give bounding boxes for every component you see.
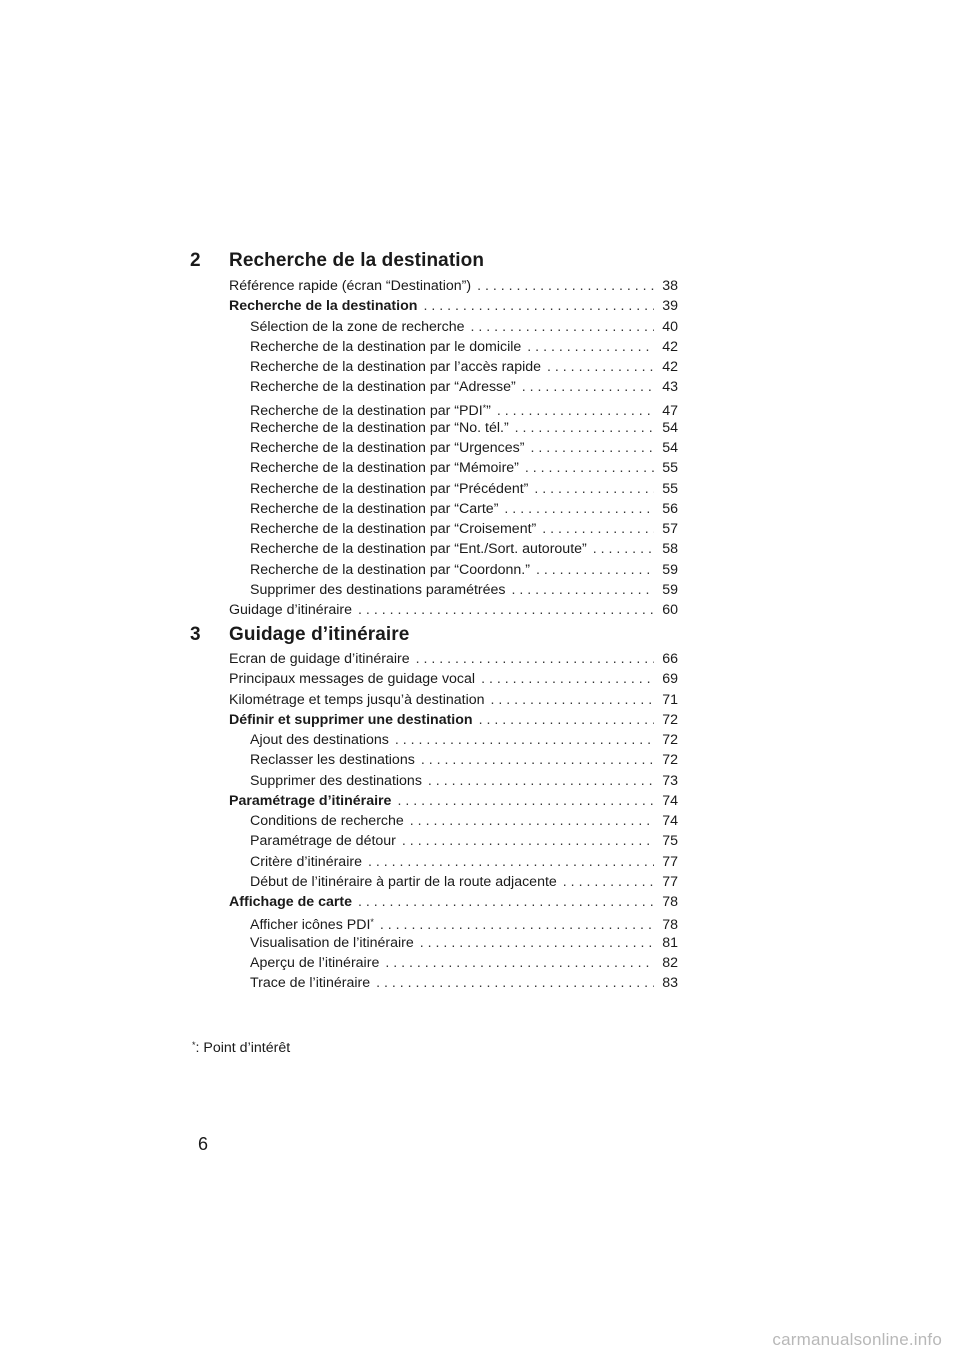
toc-entry-page: 72 [662,732,678,748]
dot-leader [385,954,654,972]
toc-entry-title: Conditions de recherche [250,813,404,829]
toc-entry[interactable] [229,893,678,911]
toc-entry[interactable] [250,853,678,871]
toc-entry-page: 83 [662,975,678,991]
toc-entry[interactable] [250,419,678,437]
dot-leader [593,540,654,558]
toc-entry[interactable] [229,691,678,709]
dot-leader [534,480,654,498]
dot-leader [547,358,654,376]
dot-leader [504,500,654,518]
toc-entry[interactable] [250,338,678,356]
toc-entry-page: 75 [662,833,678,850]
dot-leader [512,581,654,599]
toc-entry[interactable] [229,601,678,619]
toc-entry[interactable] [250,581,678,599]
toc-entry-page: 55 [662,480,678,497]
toc-entry-page: 72 [662,752,678,769]
dot-leader [481,670,654,688]
toc-entry-title: Visualisation de l’itinéraire [250,934,414,951]
toc-entry-title: Recherche de la destination par “Adresse” [250,379,516,396]
toc-entry-page: 43 [662,379,678,396]
dot-leader [395,731,654,749]
toc-entry-title: Kilométrage et temps jusqu’à destination [229,691,485,708]
toc-entry-page: 69 [662,671,678,688]
toc-entry-page: 58 [662,541,678,558]
toc-entry-title: Définir et supprimer une destination [229,711,473,728]
toc-entry[interactable] [250,974,678,992]
toc-entry-page: 73 [662,772,678,789]
dot-leader [380,916,654,934]
dot-leader [423,297,654,315]
toc-entry[interactable] [229,792,678,810]
toc-entry[interactable] [229,650,678,668]
toc-entry[interactable] [229,711,678,729]
toc-entry[interactable] [229,670,678,688]
toc-entry-title: Recherche de la destination par “Urgences” [250,440,525,456]
dot-leader [397,792,654,810]
toc-entry-title: Supprimer des destinations [250,772,422,789]
dot-leader [376,974,654,992]
toc-entry[interactable] [250,873,678,891]
toc-entry-title: Supprimer des destinations paramétrées [250,581,506,598]
dot-leader [471,318,654,336]
toc-entry-page: 59 [662,561,678,578]
toc-entry-title: Guidage d’itinéraire [229,602,353,618]
toc-entry-title: Recherche de la destination par “Carte” [250,500,499,517]
dot-leader [479,711,654,729]
toc-entry-title: Paramétrage d’itinéraire [229,792,392,809]
toc-entry-page: 38 [662,278,678,294]
toc-entry-title: Paramétrage de détour [250,833,396,850]
toc-entry[interactable] [250,480,678,498]
dot-leader [515,419,654,437]
toc-entry[interactable] [250,772,678,790]
toc-entry[interactable] [250,439,678,457]
toc-entry-page: 78 [662,917,678,934]
toc-entry-title: Recherche de la destination par “PDI*” [250,402,491,419]
dot-leader [542,520,654,538]
toc-entry-title: Principaux messages de guidage vocal [229,671,476,688]
toc-entry-title: Recherche de la destination par “No. tél.” [250,419,509,436]
toc-entry-page: 42 [662,338,678,355]
dot-leader [428,772,654,790]
toc-entry-page: 81 [662,934,678,951]
toc-entry[interactable] [250,731,678,749]
dot-leader [368,853,654,871]
dot-leader [522,378,654,396]
toc-entry[interactable] [250,934,678,952]
toc-entry-page: 77 [662,873,678,890]
toc-entry-title: Aperçu de l’itinéraire [250,954,380,971]
toc-entry-page: 82 [662,954,678,971]
toc-entry-page: 71 [662,691,678,708]
toc-entry[interactable] [250,812,678,830]
toc-entry-page: 77 [662,853,678,870]
toc-entry-title: Afficher icônes PDI* [250,917,374,934]
dot-leader [410,812,654,830]
toc-entry-title: Recherche de la destination [229,298,418,315]
toc-entry-title: Recherche de la destination par le domicile [250,338,522,355]
dot-leader [416,650,654,668]
toc-entry-page: 66 [662,651,678,667]
toc-entry-page: 39 [662,298,678,315]
toc-entry[interactable] [229,297,678,315]
section-heading [190,624,409,646]
toc-entry-title: Recherche de la destination par “Ent./Sort. autoroute” [250,541,587,558]
toc-entry[interactable] [250,318,678,336]
toc-entry-title: Trace de l’itinéraire [250,975,371,991]
toc-entry[interactable] [250,540,678,558]
dot-leader [497,402,654,420]
toc-entry-page: 40 [662,318,678,335]
dot-leader [527,338,654,356]
toc-entry[interactable] [250,399,678,420]
toc-entry[interactable] [250,378,678,396]
dot-leader [536,561,654,579]
toc-entry-title: Recherche de la destination par “Précédent” [250,480,529,497]
dot-leader [402,832,654,850]
section-title: Recherche de la destination [229,250,485,271]
dot-leader [477,277,654,295]
toc-entry[interactable] [250,954,678,972]
toc-entry[interactable] [250,500,678,518]
toc-entry-page: 59 [662,581,678,598]
toc-entry[interactable] [229,277,678,295]
footnote [192,1040,290,1056]
toc-entry-title: Sélection de la zone de recherche [250,318,465,335]
dot-leader [421,751,654,769]
toc-entry[interactable] [250,561,678,579]
section-title: Guidage d’itinéraire [229,624,410,645]
section-number: 3 [190,624,201,645]
toc-entry-page: 72 [662,711,678,728]
dot-leader [563,873,654,891]
toc-entry-page: 78 [662,894,678,910]
toc-entry-page: 60 [662,602,678,618]
toc-entry-page: 54 [662,419,678,436]
toc-entry[interactable] [250,520,678,538]
toc-entry-page: 57 [662,521,678,537]
dot-leader [420,934,654,952]
footnote-text: : Point d’intérêt [195,1040,291,1056]
dot-leader [358,601,654,619]
toc-entry[interactable] [250,913,678,934]
toc-entry-title: Recherche de la destination par “Mémoire” [250,460,519,477]
page-number: 6 [198,1134,209,1154]
dot-leader [358,893,654,911]
toc-entry[interactable] [250,751,678,769]
footnote-marker: * [192,1040,196,1050]
toc-entry[interactable] [250,459,678,477]
toc-entry-page: 54 [662,440,678,456]
toc-entry-title: Affichage de carte [229,894,352,910]
toc-entry-page: 42 [662,359,678,375]
toc-entry-page: 56 [662,500,678,517]
toc-entry[interactable] [250,358,678,376]
toc-entry-title: Recherche de la destination par “Coordonn.” [250,561,530,578]
toc-entry-title: Recherche de la destination par “Croisement” [250,521,537,537]
dot-leader [530,439,654,457]
watermark[interactable]: carmanualsonline.info [772,1330,942,1349]
section-heading [190,250,484,272]
toc-entry-title: Critère d’itinéraire [250,853,362,870]
dot-leader [491,691,654,709]
toc-entry-title: Reclasser les destinations [250,752,415,769]
toc-entry-title: Référence rapide (écran “Destination”) [229,278,472,294]
toc-entry-page: 47 [662,402,678,419]
toc-entry-page: 74 [662,813,678,829]
toc-entry-page: 74 [662,792,678,809]
dot-leader [525,459,654,477]
section-number: 2 [190,250,201,271]
toc-entry-page: 55 [662,460,678,477]
toc-entry-title: Ajout des destinations [250,732,389,748]
toc-entry-title: Ecran de guidage d’itinéraire [229,651,410,667]
toc-entry-title: Début de l’itinéraire à partir de la route adjacente [250,873,557,890]
toc-entry[interactable] [250,832,678,850]
toc-entry-title: Recherche de la destination par l’accès rapide [250,359,542,375]
